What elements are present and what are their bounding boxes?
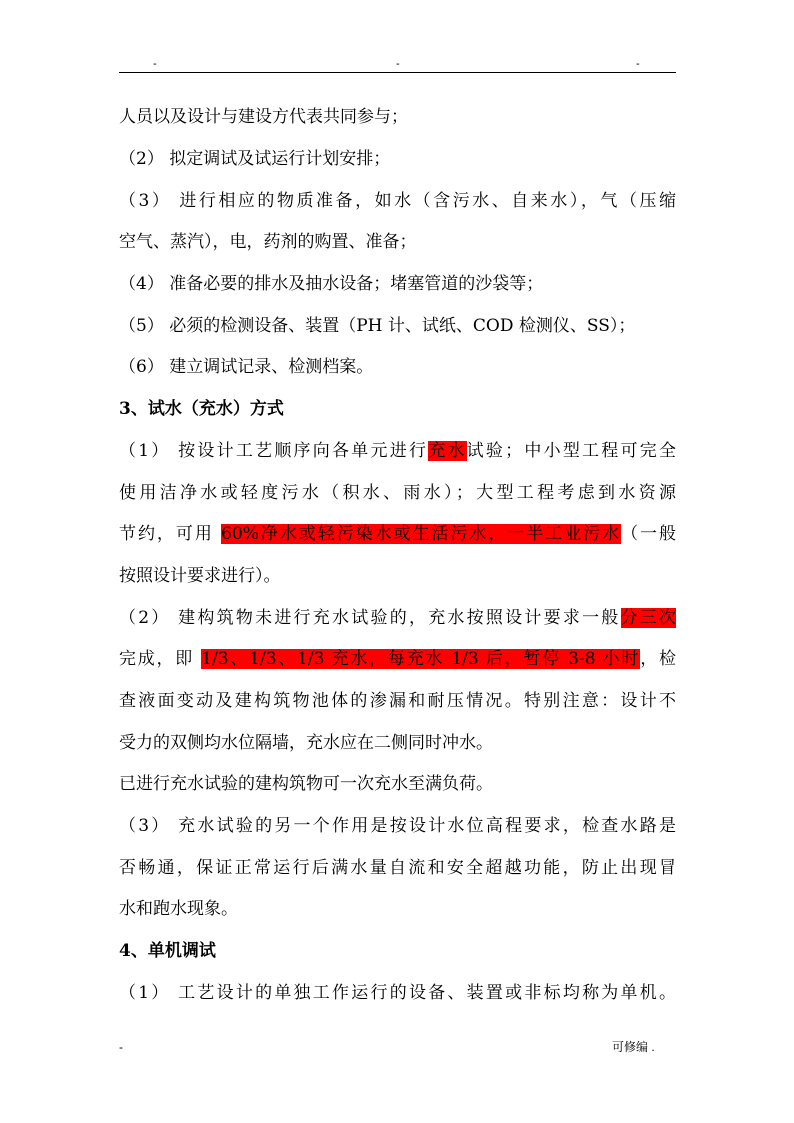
- list-item-5: （5） 必须的检测设备、装置（PH 计、试纸、COD 检测仪、SS）；: [119, 316, 636, 336]
- text-run: （1） 按设计工艺顺序向各单元进行: [119, 441, 429, 461]
- list-item-1: [119, 438, 676, 464]
- paragraph-line: 受力的双侧均水位隔墙，充水应在二侧同时冲水。: [119, 733, 493, 753]
- list-item-2: （2） 拟定调试及试运行计划安排；: [119, 149, 391, 169]
- text-run: 完成，即: [119, 649, 202, 669]
- text-run: 节约，可用: [119, 524, 222, 544]
- paragraph-line: 查液面变动及建构筑物池体的渗漏和耐压情况。特别注意：设计不: [119, 691, 676, 711]
- highlighted-text: 分三次: [620, 608, 677, 628]
- header-mark-right: -: [636, 58, 640, 70]
- paragraph-line: 按照设计要求进行）。: [119, 566, 281, 586]
- text-run: 试验；中小型工程可完全: [466, 441, 676, 461]
- paragraph-line: 水和跑水现象。: [119, 899, 238, 919]
- paragraph-line: 否畅通，保证正常运行后满水量自流和安全超越功能，防止出现冒: [119, 858, 676, 878]
- highlighted-text: 充水: [428, 441, 467, 461]
- list-item-3: （3） 充水试验的另一个作用是按设计水位高程要求，检查水路是: [119, 816, 676, 836]
- paragraph-line: 人员以及设计与建设方代表共同参与；: [119, 107, 408, 127]
- paragraph-line: 已进行充水试验的建构筑物可一次充水至满负荷。: [119, 774, 493, 794]
- paragraph-line: 空气、蒸汽），电，药剂的购置、准备；: [119, 232, 417, 252]
- header-mark-left: -: [153, 58, 157, 70]
- list-item-6: （6） 建立调试记录、检测档案。: [119, 357, 374, 377]
- highlighted-text: 1/3、1/3、1/3 充水，每充水 1/3 后，暂停 3-8 小时: [201, 649, 641, 669]
- section-heading-4: 4、单机调试: [119, 941, 216, 961]
- list-item-2: [119, 605, 676, 631]
- paragraph-line: 使用洁净水或轻度污水（积水、雨水）；大型工程考虑到水资源: [119, 483, 676, 503]
- text-run: （2） 建构筑物未进行充水试验的，充水按照设计要求一般: [119, 608, 621, 628]
- list-item-4: （4） 准备必要的排水及抽水设备；堵塞管道的沙袋等；: [119, 274, 544, 294]
- header-mark-center: -: [396, 58, 400, 70]
- footer-mark: -: [119, 1040, 123, 1054]
- header-rule: [119, 72, 676, 73]
- section-heading-3: 3、试水（充水）方式: [119, 399, 284, 419]
- text-run: （一般: [621, 524, 677, 544]
- paragraph-line: [119, 646, 676, 672]
- list-item-3: （3） 进行相应的物质准备，如水（含污水、自来水），气（压缩: [119, 191, 676, 211]
- list-item-1: （1） 工艺设计的单独工作运行的设备、装置或非标均称为单机。: [119, 983, 676, 1003]
- highlighted-text: 60%净水或轻污染水或生活污水，一半工业污水: [221, 524, 622, 544]
- footer-text: 可修编 .: [612, 1040, 655, 1054]
- text-run: ，检: [640, 649, 677, 669]
- paragraph-line: [119, 521, 676, 547]
